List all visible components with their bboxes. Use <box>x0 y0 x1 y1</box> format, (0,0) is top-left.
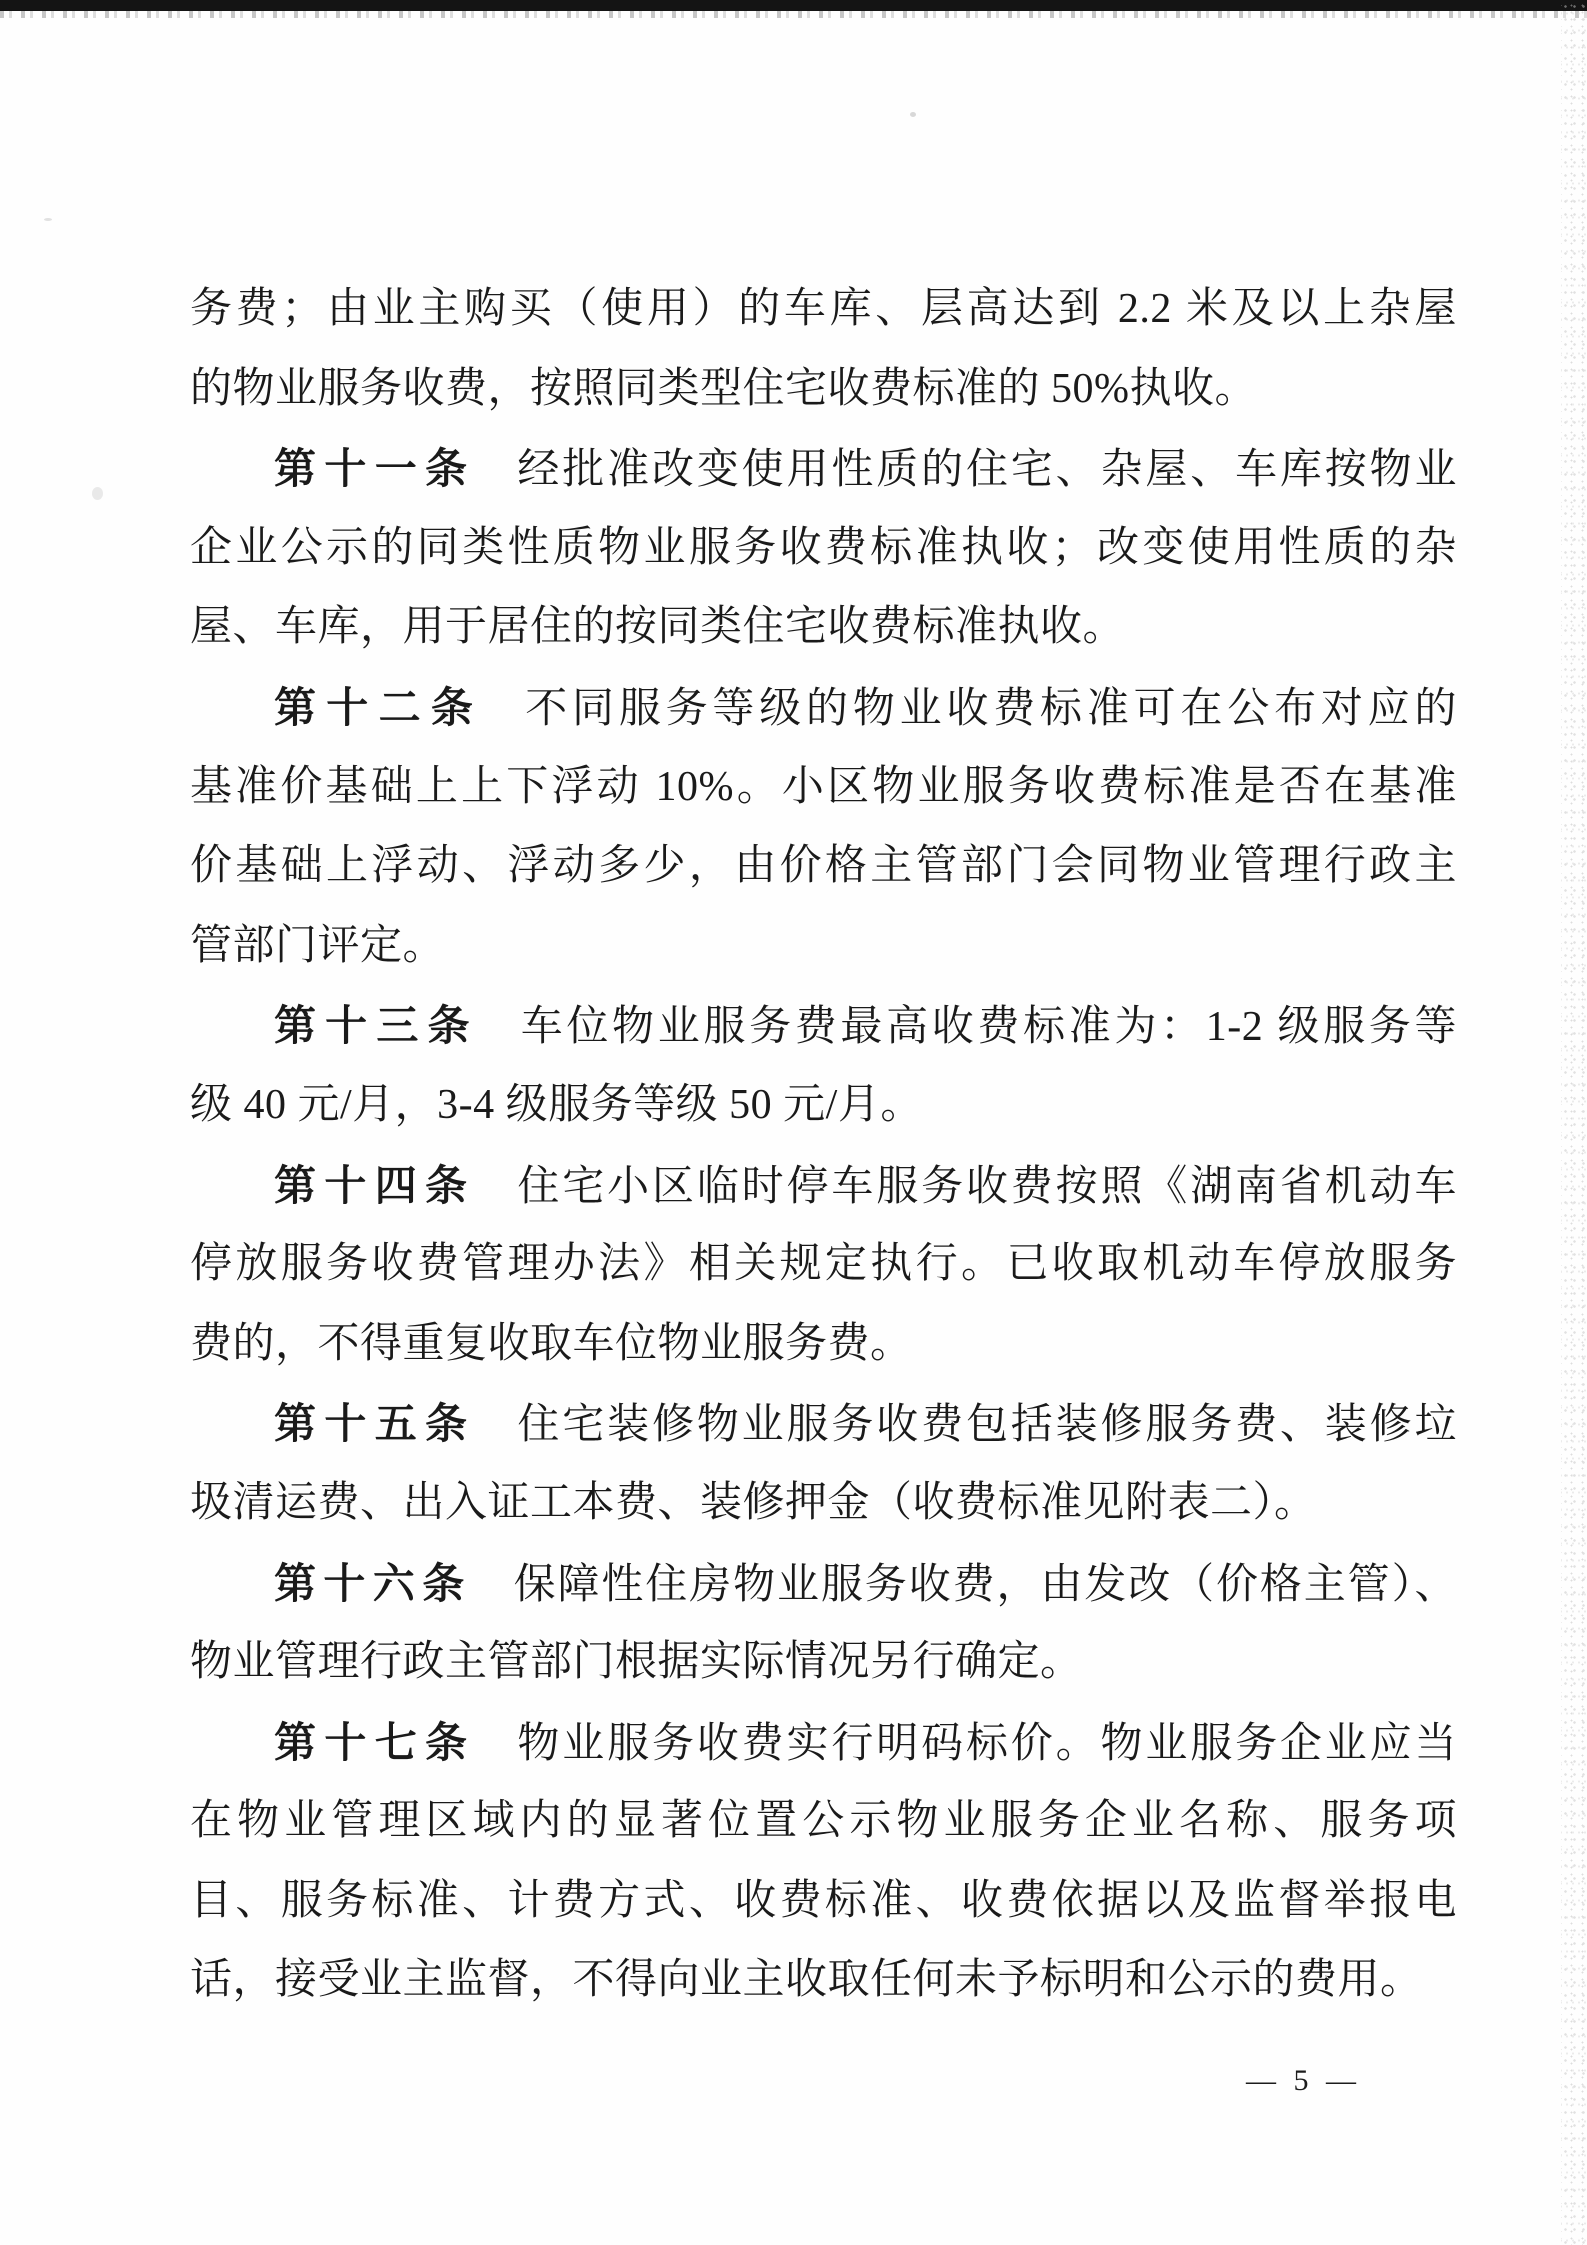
line-text: 企业公示的同类性质物业服务收费标准执收；改变使用性质的杂 <box>190 524 1457 571</box>
article-number: 第十五条 <box>274 1400 476 1448</box>
article-11 <box>190 429 1457 668</box>
paragraph-continued <box>190 270 1457 429</box>
line-text: 屋、车库，用于居住的按同类住宅收费标准执收。 <box>190 604 1126 651</box>
text-line <box>190 827 1457 907</box>
article-16 <box>190 1544 1457 1703</box>
line-text: 务费；由业主购买（使用）的车库、层高达到 2.2 米及以上杂屋 <box>190 286 1457 332</box>
text-line <box>190 668 1457 748</box>
line-text: 费的，不得重复收取车位物业服务费。 <box>190 1320 913 1367</box>
article-12 <box>190 668 1457 986</box>
scan-speck <box>92 487 103 500</box>
line-text: 不同服务等级的物业收费标准可在公布对应的 <box>525 685 1457 732</box>
line-text: 价基础上浮动、浮动多少，由价格主管部门会同物业管理行政主 <box>190 843 1457 890</box>
text-line <box>190 1623 1457 1703</box>
text-line <box>190 588 1457 668</box>
text-line <box>190 986 1457 1066</box>
text-line <box>190 1464 1457 1544</box>
text-line <box>190 1146 1457 1226</box>
line-text: 停放服务收费管理办法》相关规定执行。已收取机动车停放服务 <box>190 1241 1457 1288</box>
article-number: 第十六条 <box>274 1559 472 1607</box>
article-number: 第十三条 <box>274 1002 479 1050</box>
article-number: 第十七条 <box>274 1718 476 1766</box>
text-line <box>190 1941 1457 2021</box>
scan-top-edge <box>0 0 1587 11</box>
line-text: 话，接受业主监督，不得向业主收取任何未予标明和公示的费用。 <box>190 1957 1423 2004</box>
document-body <box>190 270 1457 2021</box>
article-14 <box>190 1146 1457 1385</box>
line-text: 物业管理行政主管部门根据实际情况另行确定。 <box>190 1639 1083 1686</box>
line-text: 在物业管理区域内的显著位置公示物业服务企业名称、服务项 <box>190 1798 1457 1845</box>
text-line <box>190 1066 1457 1146</box>
line-text: 目、服务标准、计费方式、收费标准、收费依据以及监督举报电 <box>190 1877 1457 1924</box>
line-text: 管部门评定。 <box>190 922 446 969</box>
scan-top-fray <box>0 11 1587 18</box>
article-number: 第十一条 <box>274 445 476 493</box>
text-line <box>190 429 1457 509</box>
line-text: 级 40 元/月，3-4 级服务等级 50 元/月。 <box>190 1081 923 1128</box>
text-line <box>190 907 1457 987</box>
text-line <box>190 1862 1457 1942</box>
scan-speck <box>44 218 52 221</box>
text-line <box>190 1782 1457 1862</box>
article-15 <box>190 1384 1457 1543</box>
text-line <box>190 748 1457 828</box>
line-text: 住宅装修物业服务收费包括装修服务费、装修垃 <box>517 1402 1457 1449</box>
article-number: 第十四条 <box>274 1161 476 1209</box>
line-text: 住宅小区临时停车服务收费按照《湖南省机动车 <box>517 1163 1457 1210</box>
line-text: 物业服务收费实行明码标价。物业服务企业应当 <box>517 1720 1457 1767</box>
line-text: 保障性住房物业服务收费，由发改（价格主管）、 <box>513 1561 1457 1608</box>
article-13 <box>190 986 1457 1145</box>
line-text: 的物业服务收费，按照同类型住宅收费标准的 50%执收。 <box>190 365 1257 412</box>
text-line <box>190 1305 1457 1385</box>
line-text: 经批准改变使用性质的住宅、杂屋、车库按物业 <box>517 447 1457 494</box>
line-text: 基准价基础上上下浮动 10%。小区物业服务收费标准是否在基准 <box>190 763 1457 810</box>
text-line <box>190 270 1457 350</box>
text-line <box>190 509 1457 589</box>
text-line <box>190 1703 1457 1783</box>
article-number: 第十二条 <box>274 683 484 731</box>
text-line <box>190 1544 1457 1624</box>
text-line <box>190 350 1457 430</box>
line-text: 圾清运费、出入证工本费、装修押金（收费标准见附表二）。 <box>190 1479 1317 1526</box>
text-line <box>190 1225 1457 1305</box>
scan-speck <box>910 112 916 117</box>
page-number: — 5 — <box>1246 2064 1361 2097</box>
scan-right-noise-band <box>1561 0 1587 2245</box>
text-line <box>190 1384 1457 1464</box>
article-17 <box>190 1703 1457 2021</box>
line-text: 车位物业服务费最高收费标准为：1-2 级服务等 <box>520 1004 1457 1051</box>
